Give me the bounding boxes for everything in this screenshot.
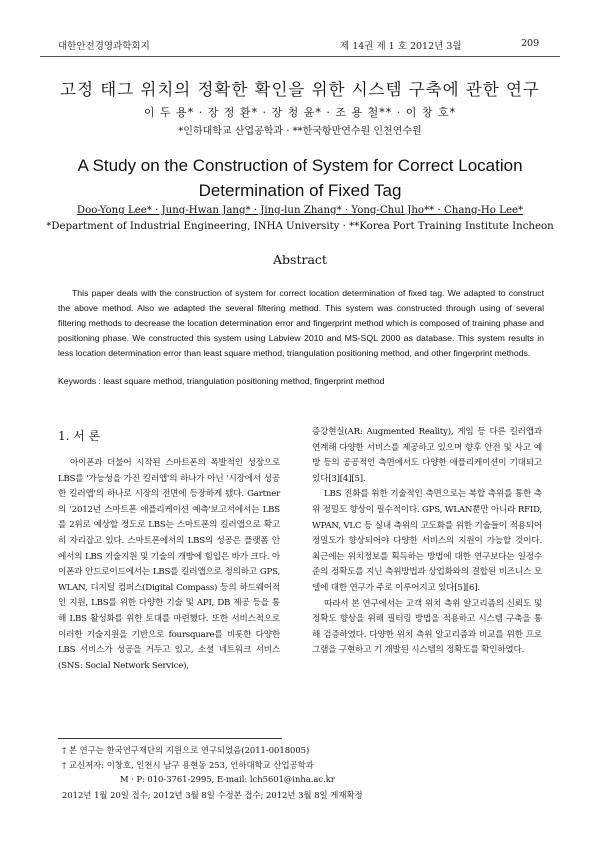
footnote-corresponding-author: † 교신저자: 이창호, 인천시 남구 용현동 253, 인하대학교 산업공학과 — [62, 760, 314, 770]
journal-name: 대한안전경영과학회지 — [58, 41, 150, 52]
body-paragraph: 아이폰과 더불어 시작된 스마트폰의 폭발적인 성장으로 LBS를 '가능성을 가진 킬러앱'의 하나가 아닌 '시장에서 성공한 킬러앱'의 하나로 시장의 전면에 등장하게 됐다. Gartner의 '2012년 스마트폰 애플리케이션 예측'보고서에서는 LBS를 2위로 예상할 정도로 LBS는 스마트폰의 킬러앱으로 확고히 자리잡고 있다. 스마트폰에서의 LBS의 성공은 플랫폼 안에서의 LBS 기술지원 및 기술의 개방에 힘입은 바가 크다. 아이폰과 안드로이드에서는 LBS를 킬러앱으로 정의하고 GPS, WLAN, 디지털 컴퍼스(Digital Compass) 등의 하드웨어적인 지원, LBS를 위한 다양한 기술 및 API, DB 제공 등을 통해 LBS 활성화를 위한 토대를 마련했다. 또한 서비스적으로 이러한 기술지원을 기반으로 foursquare를 비롯한 다양한 LBS 서비스가 성공을 거두고 있고, 소셜 네트워크 서비스(SNS: Social Network Service), — [58, 458, 280, 671]
english-authors-text: Doo-Yong Lee* · Jung-Hwan Jang* · Jing-lun Zhang* · Yong-Chul Jho** · Chang-Ho Lee* — [76, 205, 524, 216]
abstract-text: This paper deals with the construction of system for correct location determination of fixed tag. We adapted to construct the above method. Also we adapted the several filtering method. This system was constructed through using of several filtering methods to decrease the location determination error and fingerprint method which is composed of training phase and positioning phase. We constructed this system using Labview 2010 and MS-SQL 2000 as database. This system results in less location determination error than least square method, triangulation positioning method, and other fingerprint methods. — [58, 288, 544, 358]
footnote-rule — [58, 738, 282, 739]
header-rule — [40, 56, 560, 57]
footnote-dates: 2012년 1월 20일 접수; 2012년 3월 8일 수정본 접수; 2012년 3월 8일 게재확정 — [62, 790, 363, 800]
footnote-contact: M · P: 010-3761-2995, E-mail: lch5601@inha.ac.kr — [120, 774, 335, 784]
english-title-line1: A Study on the Construction of System for Correct Location — [77, 156, 523, 175]
body-paragraph: LBS 진화를 위한 기술적인 측면으로는 복합 측위를 통한 측위 정밀도 향상이 필수적이다. GPS, WLAN뿐만 아니라 RFID, WPAN, VLC 등 실내 측위의 고도화를 위한 기술들이 적용되어 정밀도가 향상되어야 다양한 서비스의 지원이 가능할 것이다. 최근에는 위치정보를 획득하는 방법에 대한 연구보다는 일정수준의 정확도를 지닌 측위방법과 상업화와의 결합된 비즈니스 모델에 대한 연구가 주로 이루어지고 있다[5][6]. — [312, 489, 542, 593]
body-column-right — [312, 425, 542, 659]
issue-info: 제 14권 제 1 호 2012년 3월 — [340, 41, 462, 52]
keywords: Keywords : least square method, triangulation positioning method, fingerprint method — [58, 376, 385, 386]
body-column-left — [58, 456, 280, 674]
english-title-line2: Determination of Fixed Tag — [198, 181, 402, 200]
korean-authors: 이 두 용* · 장 정 환* · 장 청 윤* · 조 용 철** · 이 창 호* — [143, 106, 457, 119]
body-paragraph: 따라서 본 연구에서는 고객 위치 측위 알고리즘의 신뢰도 및 정확도 향상을 위해 필터링 방법을 적용하고 시스템 구축을 통해 검증하였다. 다양한 위치 측위 알고리즘과 비교를 위한 프로그램을 구현하고 기 개발된 시스템의 정확도를 확인하였다. — [312, 598, 542, 656]
section-heading-introduction: 1. 서 론 — [58, 429, 101, 443]
english-authors — [30, 205, 570, 216]
korean-affiliation: *인하대학교 산업공학과 · **한국항만연수원 인천연수원 — [178, 126, 422, 137]
english-affiliation: *Department of Industrial Engineering, INHA University · **Korea Port Training Institute Incheon — [46, 221, 554, 232]
body-paragraph: 증강현실(AR: Augmented Reality), 게임 등 다른 킬러앱과 연계해 다양한 서비스를 제공하고 있으며 향후 안전 및 사고 예방 등의 공공적인 측면에서도 다양한 애플리케이션이 기대되고 있다[3][4][5]. — [312, 427, 542, 484]
abstract-heading: Abstract — [273, 252, 327, 267]
footnote-funding: † 본 연구는 한국연구재단의 지원으로 연구되었음(2011-0018005) — [62, 745, 310, 755]
korean-title: 고정 태그 위치의 정확한 확인을 위한 시스템 구축에 관한 연구 — [60, 80, 540, 99]
page-number: 209 — [521, 38, 540, 49]
